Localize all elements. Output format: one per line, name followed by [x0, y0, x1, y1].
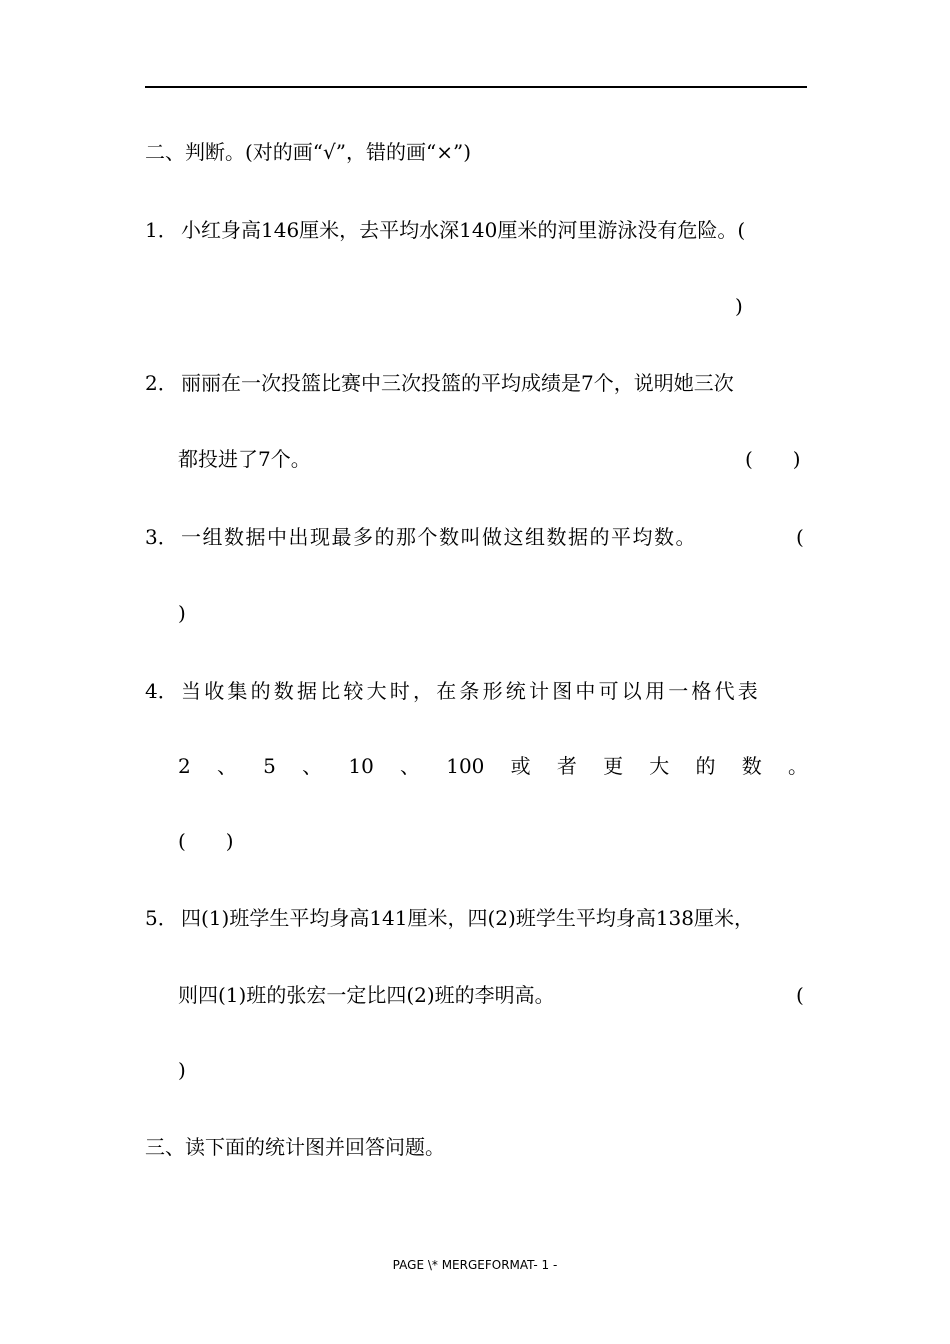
answer-paren: ( ) [178, 829, 234, 853]
page-footer: PAGE \* MERGEFORMAT- 1 - [392, 1258, 558, 1272]
text-token: 的 [695, 754, 716, 778]
question-text: 当收集的数据比较大时，在条形统计图中可以用一格代表 [181, 679, 761, 703]
text-token: 10 [348, 754, 374, 778]
answer-paren: ( ) [745, 447, 801, 471]
text-token: 、 [216, 754, 237, 778]
answer-paren-open: ( [796, 525, 804, 549]
question-2 [145, 371, 734, 395]
text-token: 、 [400, 754, 421, 778]
question-5-continued: 则四(1)班的张宏一定比四(2)班的李明高。 [178, 983, 555, 1007]
question-text: 小红身高146厘米，去平均水深140厘米的河里游泳没有危险。( [181, 218, 746, 242]
question-number: 4． [145, 679, 178, 703]
question-number: 5． [145, 906, 178, 930]
question-4 [145, 679, 761, 703]
text-token: 更 [603, 754, 624, 778]
question-text: 四(1)班学生平均身高141厘米，四(2)班学生平均身高138厘米， [181, 906, 755, 930]
question-1 [145, 218, 745, 242]
answer-paren-open: ( [796, 983, 804, 1007]
question-number: 2． [145, 371, 178, 395]
header-rule [145, 86, 807, 88]
question-text: 丽丽在一次投篮比赛中三次投篮的平均成绩是7个，说明她三次 [181, 371, 734, 395]
text-token: 2 [178, 754, 191, 778]
question-3 [145, 525, 697, 549]
question-5 [145, 906, 754, 930]
question-2-continued: 都投进了7个。 [178, 447, 311, 471]
text-token: 者 [556, 754, 577, 778]
text-token: 或 [510, 754, 531, 778]
answer-paren-close: ) [735, 294, 743, 318]
question-number: 3． [145, 525, 178, 549]
text-token: 大 [649, 754, 670, 778]
section2-heading: 二、判断。(对的画“√”，错的画“×”) [145, 140, 472, 164]
text-token: 数 [741, 754, 762, 778]
text-token: 、 [302, 754, 323, 778]
text-token: 100 [446, 754, 485, 778]
question-4-continued [178, 754, 808, 778]
answer-paren-close: ) [178, 601, 186, 625]
text-token: 5 [263, 754, 276, 778]
text-token: 。 [787, 754, 808, 778]
section3-heading: 三、读下面的统计图并回答问题。 [145, 1135, 445, 1159]
answer-paren-close: ) [178, 1058, 186, 1082]
question-number: 1． [145, 218, 178, 242]
question-text: 一组数据中出现最多的那个数叫做这组数据的平均数。 [181, 525, 697, 549]
